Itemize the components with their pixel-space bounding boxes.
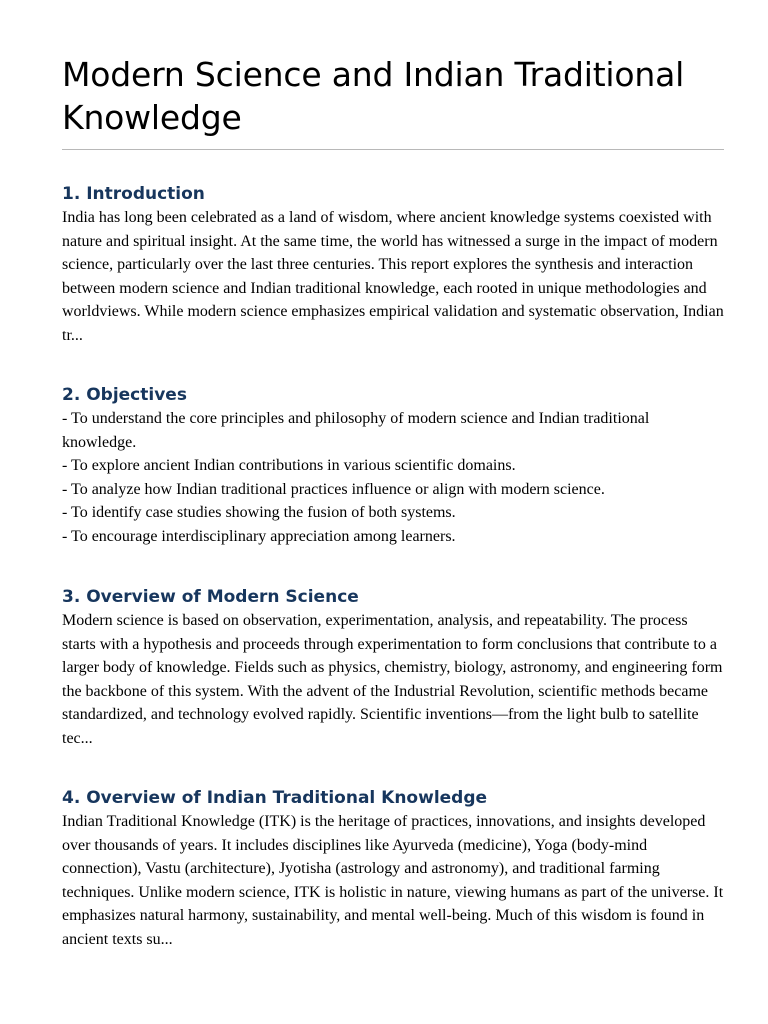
section-objectives: [62, 384, 724, 548]
section-introduction: [62, 183, 724, 347]
section-modern-science: [62, 586, 724, 750]
list-item: - To identify case studies showing the fusion of both systems.: [62, 504, 456, 521]
document-title: Modern Science and Indian Traditional Knowledge: [62, 55, 685, 137]
section-heading: 3. Overview of Modern Science: [62, 587, 359, 607]
section-body: India has long been celebrated as a land of wisdom, where ancient knowledge systems coexisted with nature and spiritual insight. At the same time, the world has witnessed a surge in the impact of modern science, particularly over the last three centuries. This report explores the synthesis and interaction between modern science and Indian traditional knowledge, each rooted in unique methodologies and worldviews. While modern science emphasizes empirical validation and systematic observation, Indian tr...: [62, 209, 724, 344]
section-heading: 1. Introduction: [62, 184, 205, 204]
list-item: - To encourage interdisciplinary appreciation among learners.: [62, 527, 456, 545]
section-body: Indian Traditional Knowledge (ITK) is the heritage of practices, innovations, and insights developed over thousands of years. It includes disciplines like Ayurveda (medicine), Yoga (body-mind connection), Vastu (architecture), Jyotisha (astrology and astronomy), and traditional farming techniques. Unlike modern science, ITK is holistic in nature, viewing humans as part of the universe. It emphasizes natural harmony, sustainability, and mental well-being. Much of this wisdom is found in ancient texts su...: [62, 813, 724, 948]
list-item: - To explore ancient Indian contributions in various scientific domains.: [62, 457, 516, 474]
section-heading: 2. Objectives: [62, 385, 187, 405]
section-body: Modern science is based on observation, experimentation, analysis, and repeatability. The process starts with a hypothesis and proceeds through experimentation to form conclusions that contribute to a larger body of knowledge. Fields such as physics, chemistry, biology, astronomy, and engineering form the backbone of this system. With the advent of the Industrial Revolution, scientific methods became standardized, and technology evolved rapidly. Scientific inventions—from the light bulb to satellite tec...: [62, 612, 723, 747]
section-indian-traditional-knowledge: [62, 787, 724, 951]
section-heading: 4. Overview of Indian Traditional Knowledge: [62, 788, 488, 808]
list-item: - To understand the core principles and philosophy of modern science and Indian traditional knowledge.: [62, 410, 650, 451]
title-divider: [62, 149, 724, 150]
document-page: [62, 0, 724, 948]
list-item: - To analyze how Indian traditional practices influence or align with modern science.: [62, 480, 605, 498]
